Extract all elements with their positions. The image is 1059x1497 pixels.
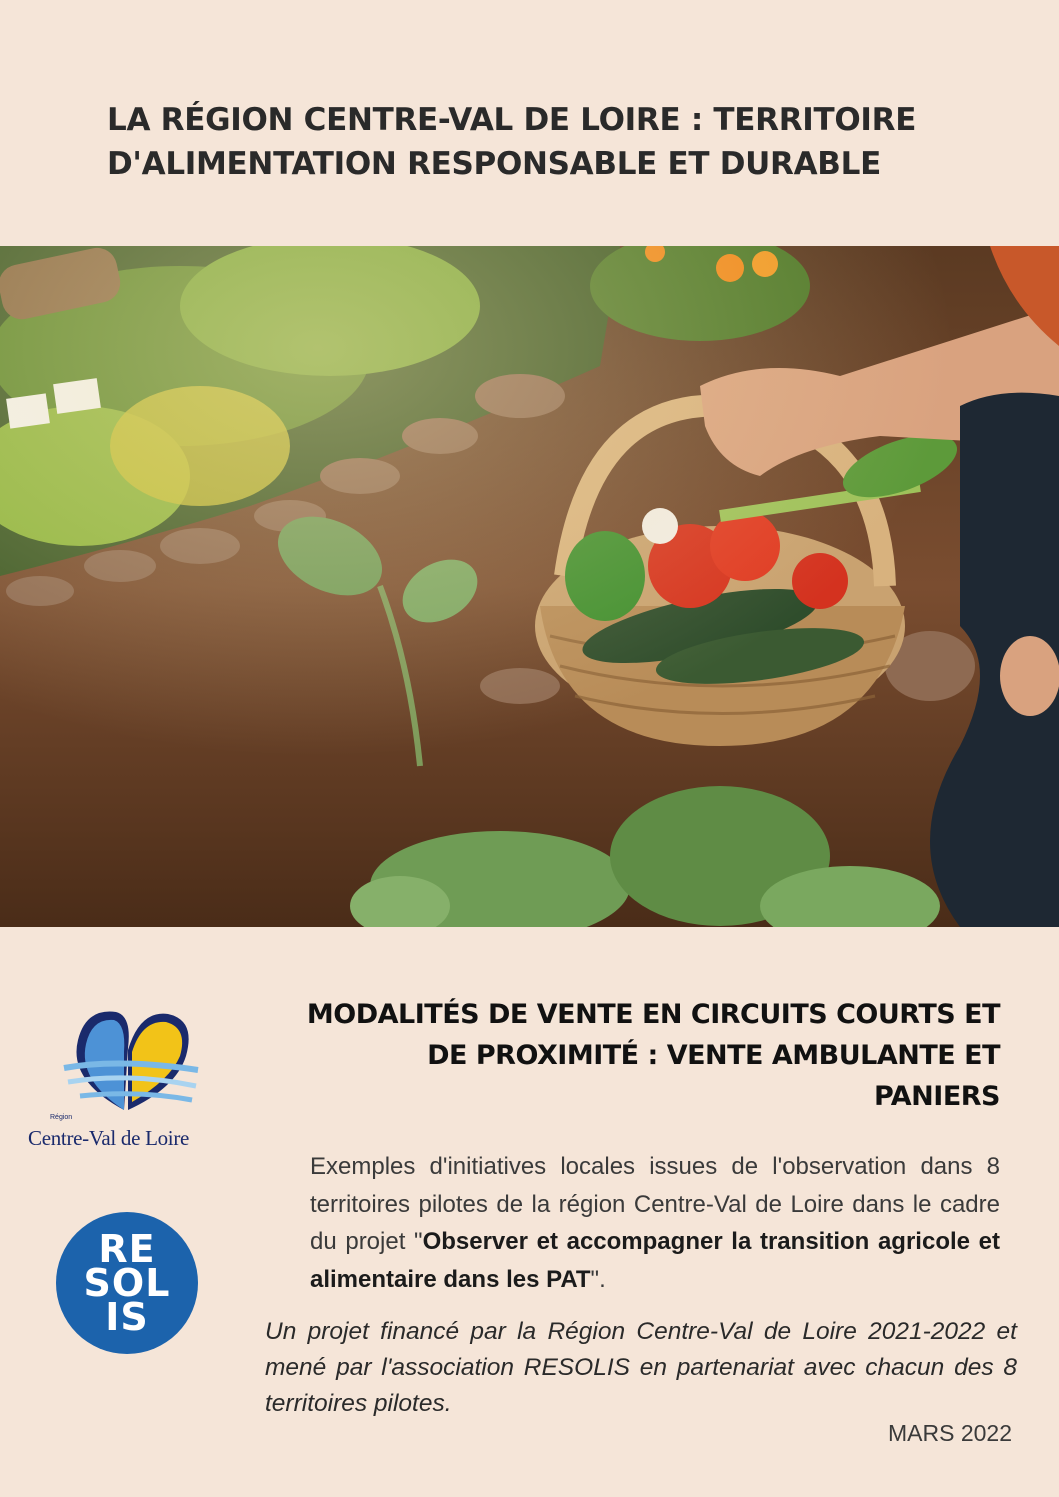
project-name: Observer et accompagner la transition agricole et alimentaire dans les PAT xyxy=(310,1228,1000,1293)
funding-statement: Un projet financé par la Région Centre-Val de Loire 2021-2022 et mené par l'association RESOLIS en partenariat avec chacun des 8 territoires pilotes. xyxy=(265,1318,1017,1417)
description-intro: Exemples d'initiatives locales issues de l'observation dans 8 territoires pilotes de la région Centre-Val de Loire dans le cadre du projet " xyxy=(310,1153,1000,1255)
region-heart-icon xyxy=(28,1000,228,1120)
main-title xyxy=(107,98,987,186)
garden-vegetable-basket-photo-icon xyxy=(0,246,1059,927)
resolis-logo-line-3: IS xyxy=(105,1295,149,1339)
hero-photo xyxy=(0,246,1059,927)
main-title-line-1: LA RÉGION CENTRE-VAL DE LOIRE : TERRITOIRE xyxy=(107,102,917,138)
publication-date: MARS 2022 xyxy=(887,1420,1012,1446)
subtitle-line-3: PANIERS xyxy=(873,1081,1000,1112)
main-title-line-2: D'ALIMENTATION RESPONSABLE ET DURABLE xyxy=(107,146,881,182)
resolis-logo-line-1: RE xyxy=(98,1227,156,1271)
region-wordmark: Centre-Val de Loire xyxy=(28,1126,190,1150)
document-subtitle xyxy=(260,994,1000,1117)
region-centre-val-de-loire-logo xyxy=(28,1000,228,1160)
subtitle-line-1: MODALITÉS DE VENTE EN CIRCUITS COURTS ET xyxy=(306,999,1000,1030)
description-outro: ". xyxy=(590,1265,606,1293)
region-small-label: Région xyxy=(50,1114,73,1121)
resolis-logo xyxy=(56,1212,198,1354)
resolis-logo-line-2: SOL xyxy=(83,1261,171,1305)
subtitle-line-2: DE PROXIMITÉ : VENTE AMBULANTE ET xyxy=(427,1040,1000,1071)
description-paragraph xyxy=(310,1148,1000,1298)
